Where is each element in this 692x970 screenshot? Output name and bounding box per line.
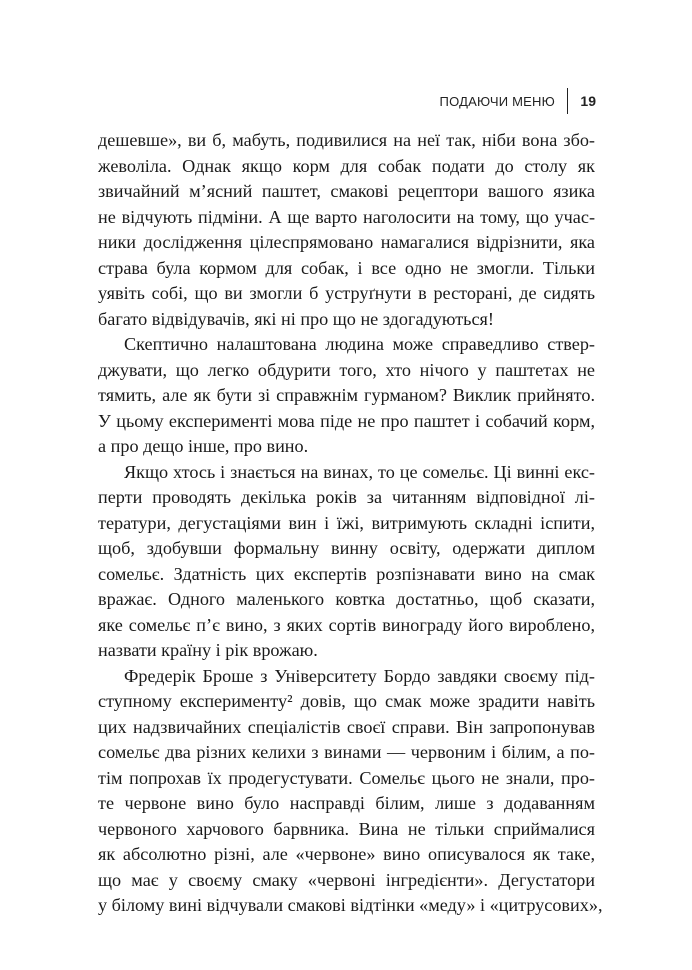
- text-line: ники дослідження цілеспрямовано намагалися відрізнити, яка: [98, 232, 595, 252]
- text-line: те червоне вино було насправді білим, лише з додаванням: [98, 793, 595, 813]
- text-line: перти проводять декілька років за читанням відповідної лі-: [98, 487, 595, 507]
- text-line: жеволіла. Однак якщо корм для собак подати до столу як: [98, 155, 595, 176]
- body-text: [98, 128, 603, 919]
- text-line: вражає. Одного маленького ковтка достатньо, щоб сказати,: [98, 589, 595, 609]
- text-line: як абсолютно різні, але «червоне» вино описувалося як таке,: [98, 844, 595, 864]
- text-line: У цьому експерименті мова піде не про паштет і собачий корм,: [98, 410, 595, 431]
- text-line: багато відвідувачів, які ні про що не здогадуються!: [98, 308, 494, 329]
- running-title: ПОДАЮЧИ МЕНЮ: [439, 93, 555, 109]
- running-header: [440, 88, 596, 114]
- text-line: тямить, але як бути зі справжнім гурманом? Виклик прийнято.: [98, 385, 595, 405]
- text-line: сомельє. Здатність цих експертів розпізнавати вино на смак: [98, 563, 595, 584]
- text-line: Якщо хтось і знається на винах, то це сомельє. Ці винні екс-: [124, 461, 595, 482]
- header-divider: [567, 88, 569, 114]
- page-number: 19: [580, 93, 596, 109]
- text-line: цих надзвичайних спеціалістів своєї справи. Він запропонував: [98, 716, 595, 737]
- text-line: страва була кормом для собак, і все одно не змогли. Тільки: [98, 257, 595, 278]
- text-line: яке сомельє п’є вино, з яких сортів винограду його вироблено,: [98, 614, 595, 635]
- text-line: не відчують підміни. А ще варто наголосити на тому, що учас-: [98, 206, 595, 227]
- text-line: дешевше», ви б, мабуть, подивилися на неї так, ніби вона збо-: [98, 130, 595, 150]
- text-line: уявіть собі, що ви змогли б уструґнути в ресторані, де сидять: [98, 283, 595, 303]
- text-line: назвати країну і рік врожаю.: [98, 640, 318, 660]
- paragraph-3: [98, 460, 595, 664]
- text-line: джувати, що легко обдурити того, хто нічого у паштетах не: [98, 359, 595, 380]
- text-line: Скептично налаштована людина може справедливо ствер-: [124, 334, 595, 354]
- text-line: що має у своєму смаку «червоні інгредієнти». Дегустатори: [98, 869, 595, 890]
- text-line: звичайний м’ясний паштет, смакові рецептори вашого язика: [98, 181, 595, 201]
- text-line: у білому вині відчували смакові відтінки «меду» і «цитрусових»,: [98, 895, 603, 915]
- text-line: сомельє два різних келихи з винами — червоним і білим, а по-: [98, 742, 595, 762]
- text-line: Фредерік Броше з Університету Бордо завдяки своєму під-: [124, 665, 595, 686]
- text-line: ступному експерименту² довів, що смак може зрадити навіть: [98, 691, 595, 711]
- text-line: щоб, здобувши формальну винну освіту, одержати диплом: [98, 538, 595, 558]
- paragraph-1: [98, 128, 595, 332]
- paragraph-2: [98, 332, 595, 460]
- text-line: тім попрохав їх продегустувати. Сомельє цього не знали, про-: [98, 767, 595, 788]
- text-line: а про дещо інше, про вино.: [98, 436, 309, 456]
- paragraph-4: [98, 664, 603, 919]
- text-line: тератури, дегустаціями вин і їжі, витримують складні іспити,: [98, 512, 595, 533]
- text-line: червоного харчового барвника. Вина не тільки сприймалися: [98, 818, 595, 839]
